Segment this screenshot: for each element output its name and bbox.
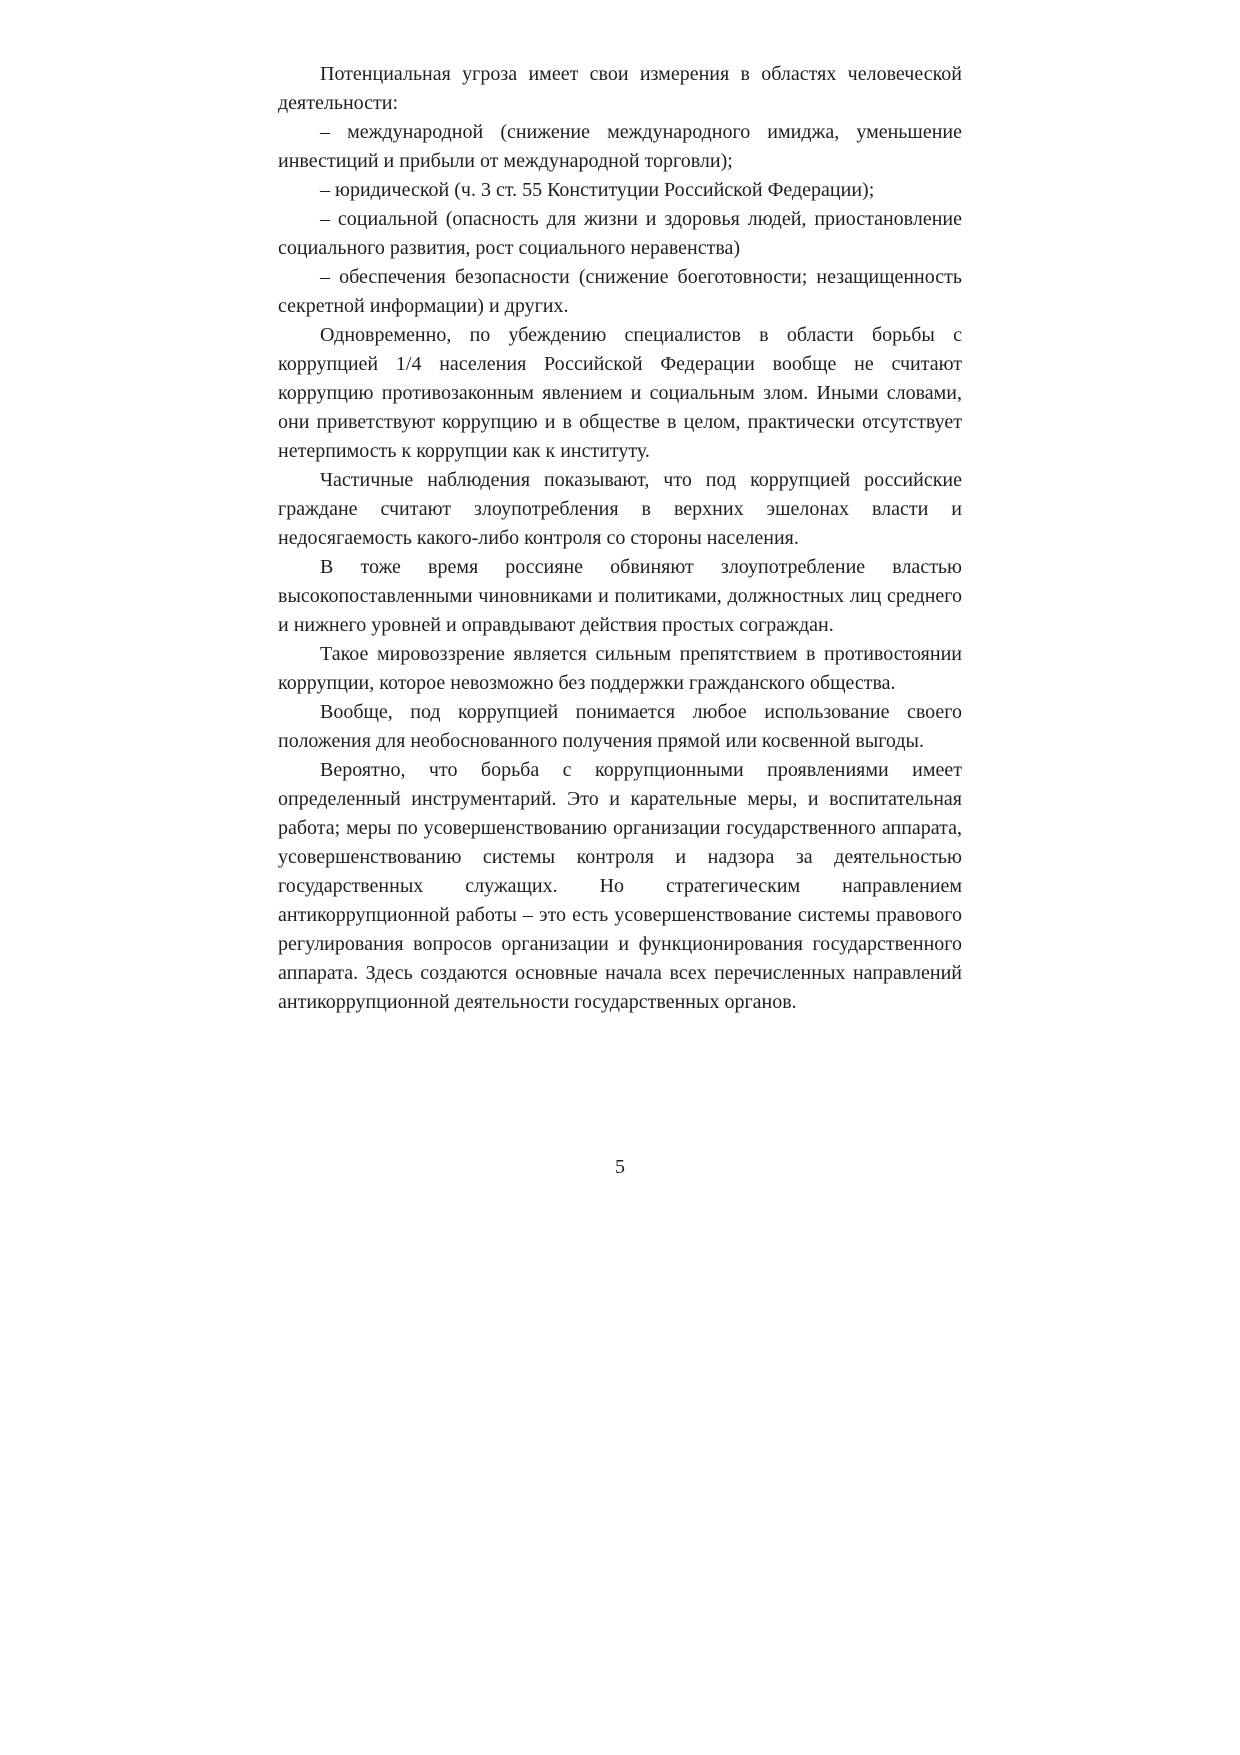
paragraph-definition: Вообще, под коррупцией понимается любое использование своего положения для необоснованного получения прямой или косвенной выгоды.: [278, 701, 962, 752]
list-item-legal: – юридической (ч. 3 ст. 55 Конституции Российской Федерации);: [320, 179, 875, 201]
paragraph-accusations: В тоже время россияне обвиняют злоупотребление властью высокопоставленными чиновниками и политиками, должностных лиц среднего и нижнего уровней и оправдывают действия простых сограждан.: [278, 556, 962, 636]
page-number: 5: [615, 1156, 625, 1178]
list-item-international: – международной (снижение международного имиджа, уменьшение инвестиций и прибыли от международной торговли);: [278, 121, 962, 172]
paragraph-threat-dimensions: Потенциальная угроза имеет свои измерения в областях человеческой деятельности:: [278, 63, 962, 114]
paragraph-observations: Частичные наблюдения показывают, что под коррупцией российские граждане считают злоупотребления в верхних эшелонах власти и недосягаемость какого-либо контроля со стороны населения.: [278, 469, 962, 549]
paragraph-toolkit: Вероятно, что борьба с коррупционными проявлениями имеет определенный инструментарий. Это и карательные меры, и воспитательная работа; меры по усовершенствованию организации государственного аппарата, усовершенствованию системы контроля и надзора за деятельностью государственных служащих. Но стратегическим направлением антикоррупционной работы – это есть усовершенствование системы правового регулирования вопросов организации и функционирования государственного аппарата. Здесь создаются основные начала всех перечисленных направлений антикоррупционной деятельности государственных органов.: [278, 759, 962, 1013]
paragraph-public-opinion: Одновременно, по убеждению специалистов в области борьбы с коррупцией 1/4 населения Российской Федерации вообще не считают коррупцию противозаконным явлением и социальным злом. Иными словами, они приветствуют коррупцию и в обществе в целом, практически отсутствует нетерпимость к коррупции как к институту.: [278, 324, 962, 462]
list-item-security: – обеспечения безопасности (снижение боеготовности; незащищенность секретной информации) и других.: [278, 266, 962, 317]
paragraph-worldview: Такое мировоззрение является сильным препятствием в противостоянии коррупции, которое невозможно без поддержки гражданского общества.: [278, 643, 962, 694]
document-body: [278, 60, 962, 1017]
list-item-social: – социальной (опасность для жизни и здоровья людей, приостановление социального развития, рост социального неравенства): [278, 208, 962, 259]
